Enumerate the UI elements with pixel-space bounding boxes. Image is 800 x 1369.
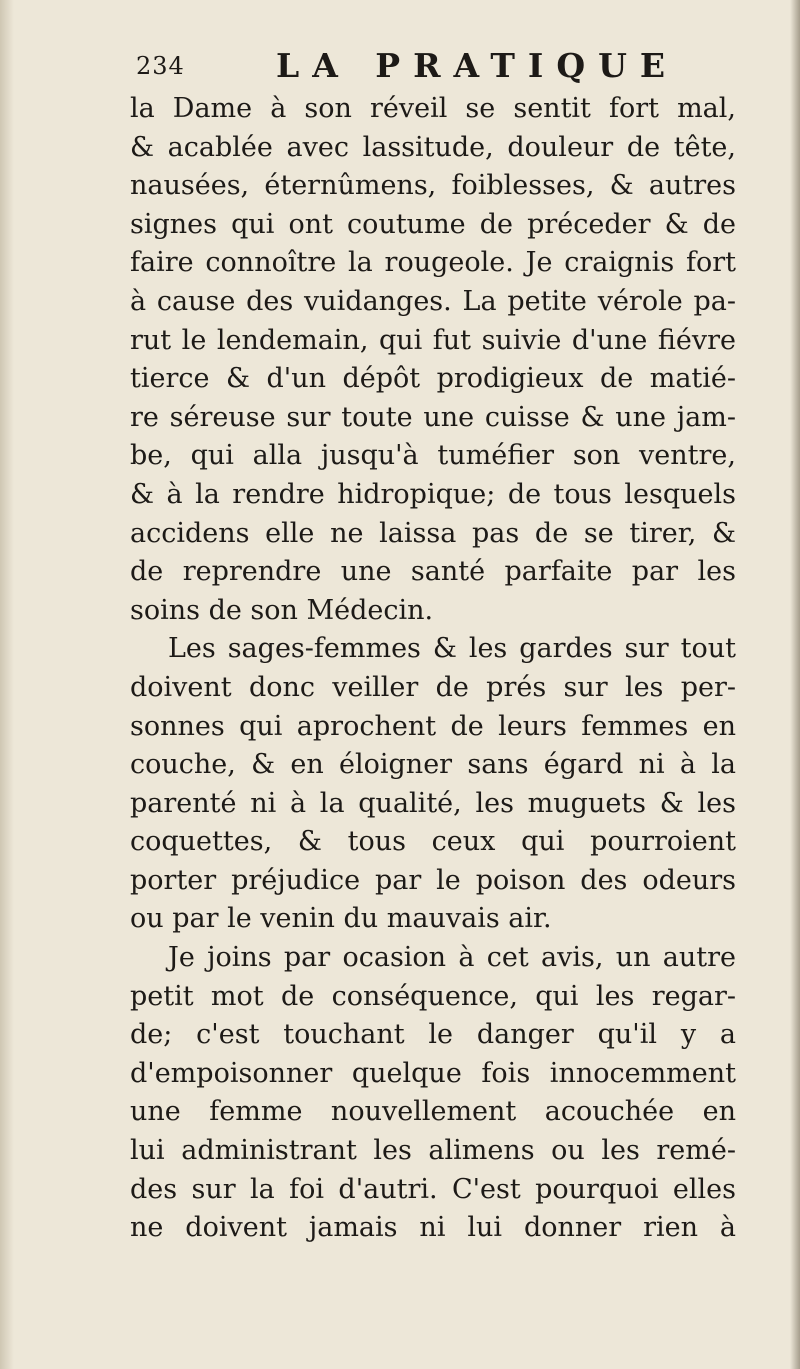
page-shadow-right bbox=[790, 0, 800, 1369]
paragraph-start-line: Je joins par ocasion à cet avis, un autre bbox=[168, 942, 736, 974]
text-line: soins de son Médecin. bbox=[130, 594, 434, 626]
text-line: la Dame à son réveil se sentit fort mal, bbox=[130, 93, 736, 124]
text-line: & à la rendre hidropique; de tous lesquels bbox=[130, 478, 736, 510]
text-line: lui administrant les alimens ou les remé- bbox=[130, 1135, 736, 1167]
text-line: parenté ni à la qualité, les muguets & les bbox=[130, 787, 736, 819]
text-line: nausées, éternûmens, foiblesses, & autres bbox=[130, 170, 736, 202]
paragraph-start-line: Les sages-femmes & les gardes sur tout bbox=[168, 633, 736, 665]
text-line: d'empoisonner quelque fois innocemment bbox=[130, 1057, 736, 1089]
text-line: rut le lendemain, qui fut suivie d'une fiévre bbox=[130, 324, 736, 356]
text-line: de; c'est touchant le danger qu'il y a bbox=[130, 1019, 736, 1051]
text-line: de reprendre une santé parfaite par les bbox=[130, 556, 736, 588]
text-line: petit mot de conséquence, qui les regar- bbox=[130, 980, 736, 1012]
text-line: signes qui ont coutume de préceder & de bbox=[130, 208, 736, 240]
text-line: accidens elle ne laissa pas de se tirer, & bbox=[130, 517, 736, 549]
text-line: des sur la foi d'autri. C'est pourquoi elles bbox=[130, 1173, 736, 1205]
text-line: couche, & en éloigner sans égard ni à la bbox=[130, 749, 736, 781]
text-line: & acablée avec lassitude, douleur de tête, bbox=[130, 131, 736, 163]
text-line: sonnes qui aprochent de leurs femmes en bbox=[130, 710, 736, 742]
text-line: doivent donc veiller de prés sur les per- bbox=[130, 671, 736, 703]
running-head: LA PRATIQUE bbox=[276, 46, 679, 85]
text-line: re séreuse sur toute une cuisse & une jam- bbox=[130, 401, 736, 433]
page-header bbox=[136, 46, 736, 90]
text-line: ou par le venin du mauvais air. bbox=[130, 903, 552, 935]
body-text bbox=[130, 90, 736, 1248]
text-line: une femme nouvellement acouchée en bbox=[130, 1096, 736, 1128]
text-line: be, qui alla jusqu'à tuméfier son ventre, bbox=[130, 440, 736, 472]
text-line: ne doivent jamais ni lui donner rien à bbox=[130, 1212, 736, 1244]
text-line: faire connoître la rougeole. Je craignis fort bbox=[130, 247, 736, 279]
text-line: tierce & d'un dépôt prodigieux de matié- bbox=[130, 363, 736, 395]
text-line: porter préjudice par le poison des odeurs bbox=[130, 864, 736, 896]
page-shadow-left bbox=[0, 0, 14, 1369]
text-line: à cause des vuidanges. La petite vérole pa- bbox=[130, 285, 736, 317]
page-number: 234 bbox=[136, 52, 185, 80]
text-line: coquettes, & tous ceux qui pourroient bbox=[130, 826, 736, 858]
